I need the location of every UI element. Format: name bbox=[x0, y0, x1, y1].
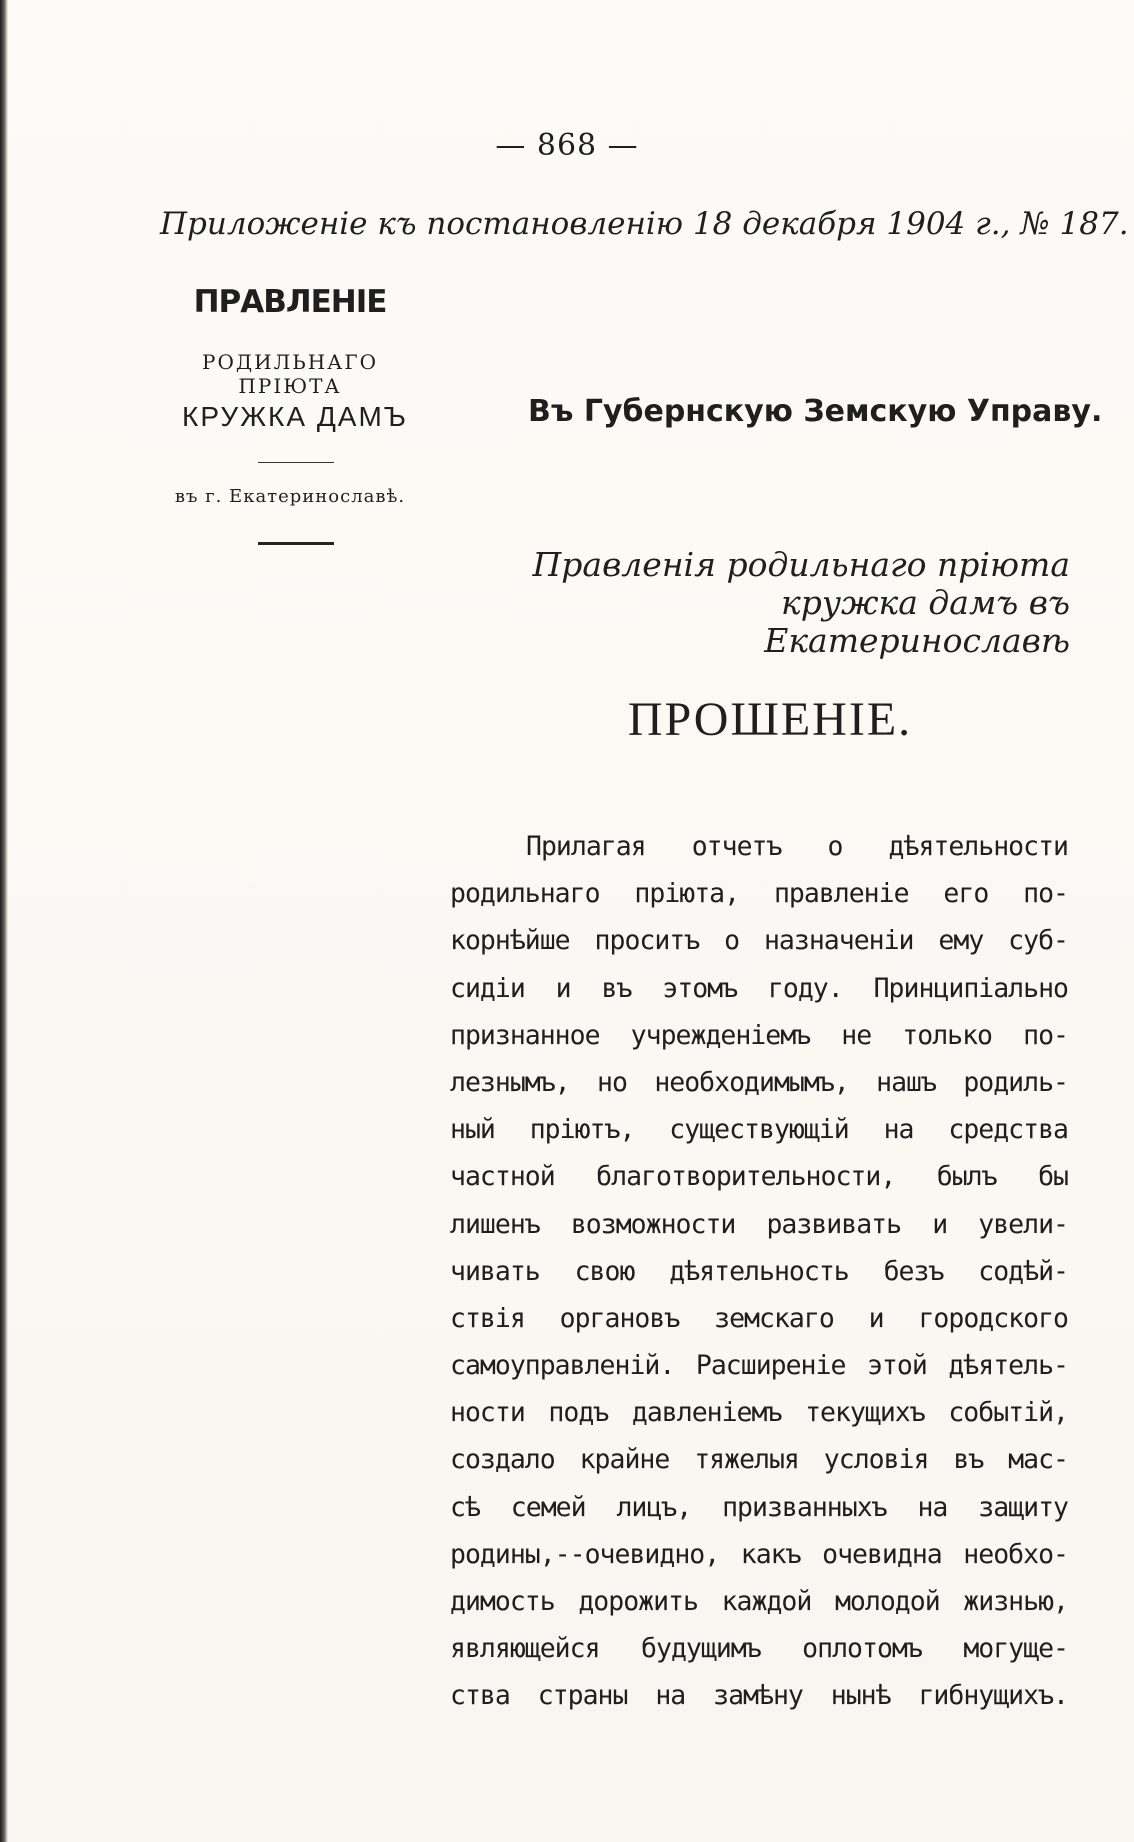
body-line: ства страны на замѣну нынѣ гибнущихъ. bbox=[450, 1680, 1068, 1712]
page-edge-shadow bbox=[0, 0, 8, 1842]
body-line: являющейся будущимъ оплотомъ могуще- bbox=[450, 1633, 1068, 1665]
sender-line-1: Правленія родильнаго пріюта bbox=[532, 545, 1070, 584]
letterhead-board: ПРАВЛЕНІЕ bbox=[193, 284, 387, 320]
page-number: — 868 — bbox=[495, 128, 639, 163]
body-line: частной благотворительности, былъ бы bbox=[450, 1161, 1068, 1193]
letterhead-city: въ г. Екатеринославѣ. bbox=[174, 486, 406, 507]
body-line: самоуправленій. Расширеніе этой дѣятель- bbox=[450, 1350, 1068, 1382]
letterhead-circle: КРУЖКА ДАМЪ bbox=[182, 401, 408, 432]
body-line: лезнымъ, но необходимымъ, нашъ родиль- bbox=[450, 1066, 1068, 1098]
body-line: родильнаго пріюта, правленіе его по- bbox=[450, 878, 1068, 910]
body-line: ствія органовъ земскаго и городского bbox=[450, 1302, 1068, 1334]
letterhead-divider-thick bbox=[258, 542, 334, 545]
body-line: признанное учрежденіемъ не только по- bbox=[450, 1019, 1068, 1051]
body-line: лишенъ возможности развивать и увели- bbox=[450, 1208, 1068, 1240]
letterhead-divider bbox=[258, 462, 334, 463]
sender-block bbox=[520, 546, 1070, 660]
body-line: ности подъ давленіемъ текущихъ событій, bbox=[450, 1397, 1068, 1429]
petition-title: ПРОШЕНІЕ. bbox=[627, 693, 913, 746]
body-line: димость дорожить каждой молодой жизнью, bbox=[450, 1586, 1068, 1617]
body-line: Прилагая отчетъ о дѣятельности bbox=[526, 831, 1068, 862]
petition-body bbox=[450, 823, 1068, 1720]
addressee-line: Въ Губернскую Земскую Управу. bbox=[528, 394, 1103, 429]
letterhead-shelter: РОДИЛЬНАГО ПРІЮТА bbox=[202, 350, 378, 398]
body-line: сидіи и въ этомъ году. Принципіально bbox=[450, 972, 1068, 1004]
appendix-header: Приложеніе къ постановленію 18 декабря 1904 г., № 187. bbox=[160, 206, 1129, 242]
body-line: сѣ семей лицъ, призванныхъ на защиту bbox=[450, 1491, 1068, 1523]
body-line: родины,--очевидно, какъ очевидна необхо- bbox=[450, 1538, 1068, 1570]
body-line: ный пріютъ, существующій на средства bbox=[450, 1114, 1068, 1146]
sender-line-2: кружка дамъ въ Екатеринославѣ bbox=[764, 583, 1070, 660]
body-line: чивать свою дѣятельность безъ содѣй- bbox=[450, 1255, 1068, 1287]
body-line: создало крайне тяжелыя условія въ мас- bbox=[450, 1444, 1068, 1476]
body-line: корнѣйше проситъ о назначеніи ему суб- bbox=[450, 925, 1068, 957]
